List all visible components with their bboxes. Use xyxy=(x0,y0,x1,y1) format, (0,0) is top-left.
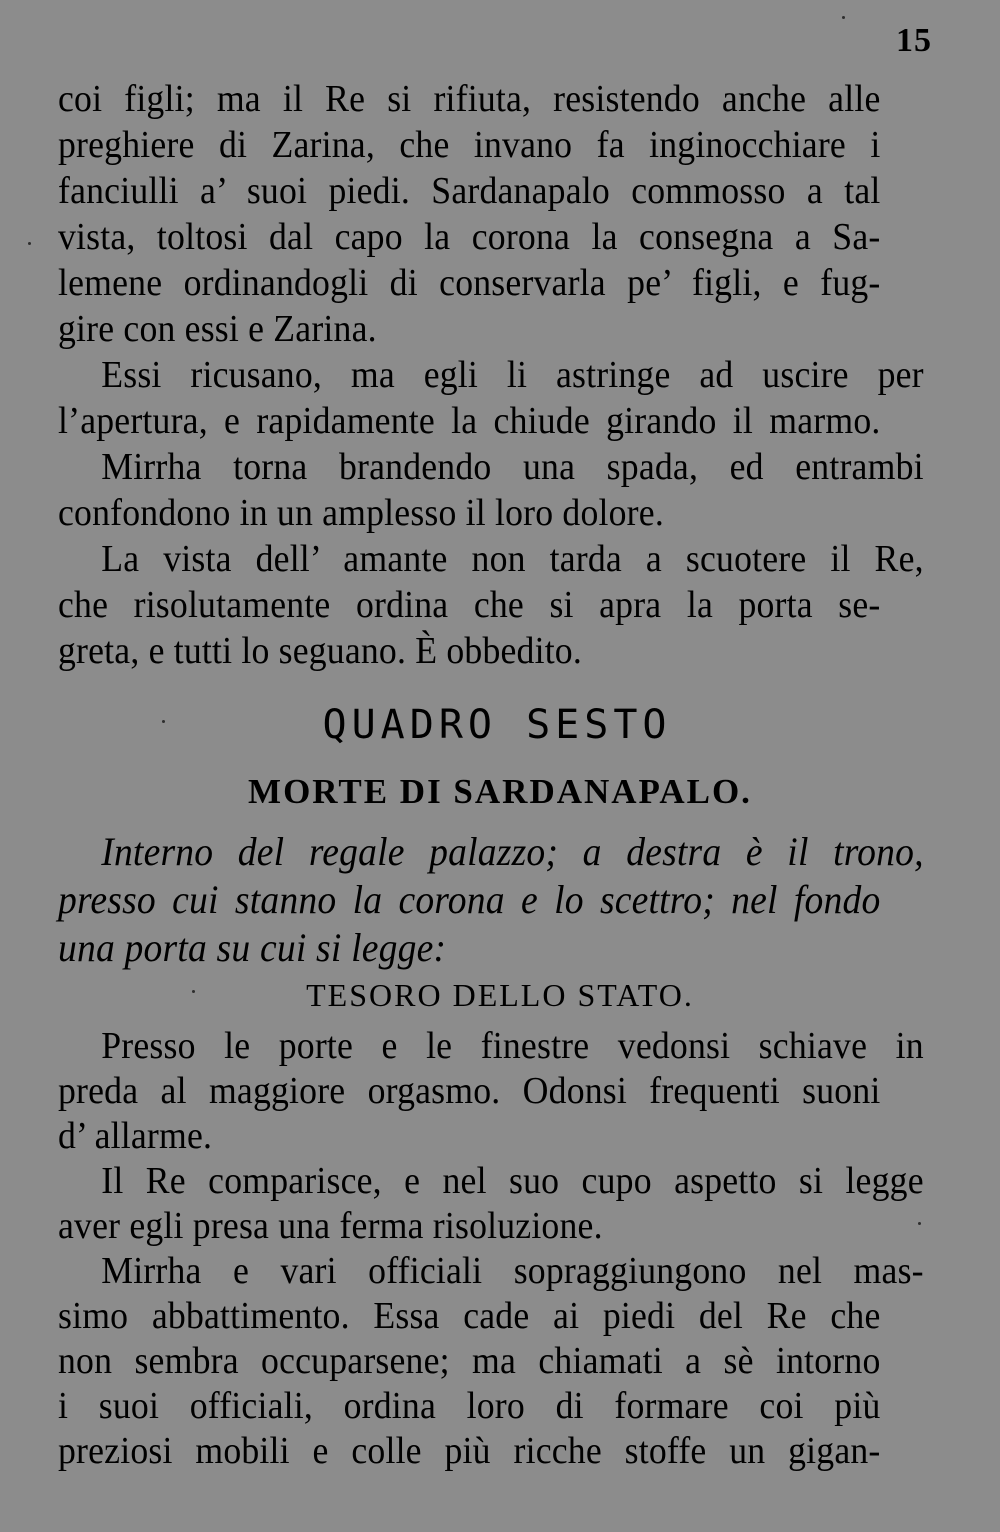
print-speck xyxy=(192,990,195,993)
text-line: greta, e tutti lo seguano. È obbedito. xyxy=(58,630,582,672)
text-line: Presso le porte e le finestre vedonsi schiave in xyxy=(101,1025,924,1067)
text-line: confondono in un amplesso il loro dolore. xyxy=(58,492,664,534)
text-line: vista, toltosi dal capo la corona la consegna a Sa- xyxy=(58,216,881,258)
text-line: preda al maggiore orgasmo. Odonsi frequenti suoni xyxy=(58,1070,881,1112)
print-speck xyxy=(28,242,31,245)
print-speck xyxy=(162,720,165,723)
text-line: aver egli presa una ferma risoluzione. xyxy=(58,1205,603,1247)
text-line: simo abbattimento. Essa cade ai piedi del Re che xyxy=(58,1295,881,1337)
text-line: fanciulli a’ suoi piedi. Sardanapalo commosso a tal xyxy=(58,170,881,212)
top-paragraphs xyxy=(58,76,933,674)
page-number: 15 xyxy=(896,22,932,59)
text-line: coi figli; ma il Re si rifiuta, resistendo anche alle xyxy=(58,78,881,120)
text-line: che risolutamente ordina che si apra la porta se- xyxy=(58,584,881,626)
section-title: QUADRO SESTO xyxy=(322,702,672,748)
text-line: gire con essi e Zarina. xyxy=(58,308,377,350)
text-line: Mirrha torna brandendo una spada, ed entrambi xyxy=(101,446,924,488)
text-line: non sembra occuparsene; ma chiamati a sè intorno xyxy=(58,1340,881,1382)
stage-direction xyxy=(58,828,933,972)
body-paragraphs xyxy=(58,1024,933,1474)
text-line: Interno del regale palazzo; a destra è il trono, xyxy=(101,829,924,874)
text-line: Essi ricusano, ma egli li astringe ad uscire per xyxy=(101,354,924,396)
text-line: l’apertura, e rapidamente la chiude girando il marmo. xyxy=(58,400,881,442)
print-speck xyxy=(842,16,845,19)
text-line: d’ allarme. xyxy=(58,1115,213,1157)
text-line: Mirrha e vari officiali sopraggiungono nel mas- xyxy=(101,1250,924,1292)
text-line: La vista dell’ amante non tarda a scuotere il Re, xyxy=(101,538,924,580)
print-speck xyxy=(918,1222,921,1225)
text-line: preziosi mobili e colle più ricche stoffe un gigan- xyxy=(58,1430,881,1472)
text-line: lemene ordinandogli di conservarla pe’ figli, e fug- xyxy=(58,262,881,304)
text-line: preghiere di Zarina, che invano fa inginocchiare i xyxy=(58,124,881,166)
text-line: i suoi officiali, ordina loro di formare coi più xyxy=(58,1385,881,1427)
section-subtitle: MORTE DI SARDANAPALO. xyxy=(248,772,752,811)
text-line: una porta su cui si legge: xyxy=(58,925,447,970)
text-line: presso cui stanno la corona e lo scettro; nel fondo xyxy=(58,877,881,922)
inscription: TESORO DELLO STATO. xyxy=(306,977,694,1013)
text-line: Il Re comparisce, e nel suo cupo aspetto si legge xyxy=(101,1160,924,1202)
